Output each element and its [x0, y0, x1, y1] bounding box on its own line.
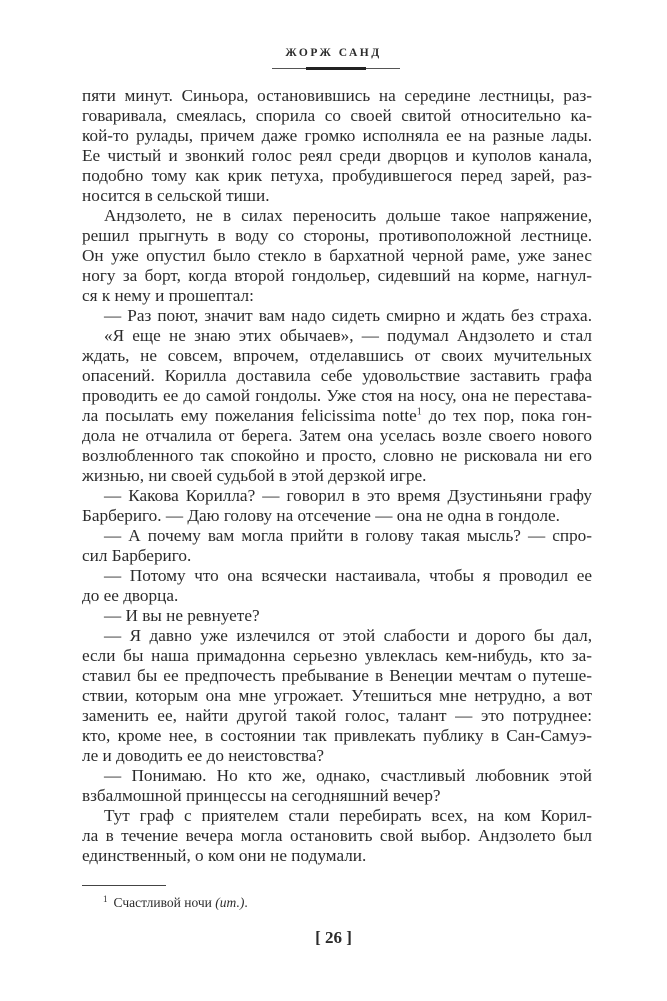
text-line	[82, 486, 592, 506]
text-line	[82, 606, 592, 626]
text-line-content: опасений. Корилла доставила себе удовольствие заставить графа	[82, 366, 592, 385]
text-line-content: взбалмошной принцессы на сегодняшний вечер?	[82, 786, 441, 805]
footnote-marker: 1	[103, 893, 108, 904]
text-line-content: возлюбленного так спокойно и просто, словно не рисковала ни его	[82, 446, 592, 465]
text-line-content: — Потому что она всячески настаивала, чтобы я проводил ее	[104, 566, 592, 585]
text-line	[82, 386, 592, 406]
text-line	[82, 566, 592, 586]
text-line	[82, 246, 592, 266]
text-line-content: «Я еще не знаю этих обычаев», — подумал Андзолето и стал	[104, 326, 592, 345]
text-line	[82, 406, 592, 426]
footnote-end: .	[244, 895, 248, 910]
text-line-content: дола не отчалила от берега. Затем она уселась возле своего нового	[82, 426, 592, 445]
text-line-content: единственный, о ком они не подумали.	[82, 846, 367, 865]
text-line	[82, 366, 592, 386]
text-line	[82, 446, 592, 466]
text-line	[82, 106, 592, 126]
text-line-content: ся к нему и прошептал:	[82, 286, 254, 305]
text-line-content: Барбериго. — Даю голову на отсечение — она не одна в гондоле.	[82, 506, 560, 525]
text-line	[82, 766, 592, 786]
text-line-content: пяти минут. Синьора, остановившись на середине лестницы, раз-	[82, 86, 592, 105]
text-line	[82, 286, 592, 306]
text-line-content: ствии, которым она мне угрожает. Утешиться мне нетрудно, а вот	[82, 686, 592, 705]
text-line-content: заменить ее, найти другой такой голос, талант — это потруднее:	[82, 706, 592, 725]
text-line	[82, 786, 592, 806]
text-line-content: Ее чистый и звонкий голос реял среди дворцов и куполов канала,	[82, 146, 592, 165]
text-line	[82, 726, 592, 746]
text-line	[82, 806, 592, 826]
running-head: ЖОРЖ САНД	[285, 47, 382, 59]
text-line	[82, 206, 592, 226]
page-number: [ 26 ]	[315, 928, 352, 947]
text-line-content: — Раз поют, значит вам надо сидеть смирно и ждать без страха.	[104, 306, 592, 325]
text-line-content: если бы наша примадонна серьезно увлеклась кем-нибудь, кто за-	[82, 646, 592, 665]
text-line	[82, 586, 592, 606]
text-line-content: ставил бы ее предпочесть пребывание в Венеции мечтам о путеше-	[82, 666, 592, 685]
text-line	[82, 646, 592, 666]
text-line-content: сил Барбериго.	[82, 546, 192, 565]
footnote-reference[interactable]: 1	[416, 406, 422, 418]
text-line	[82, 686, 592, 706]
text-line-content: — Какова Корилла? — говорил в это время Дзустиньяни графу	[104, 486, 592, 505]
text-line-content: — Я давно уже излечился от этой слабости и дорого бы дал,	[104, 626, 592, 645]
text-line	[82, 846, 592, 866]
text-line-content: говаривала, смеялась, спорила со своей свитой относительно ка-	[82, 106, 592, 125]
text-line	[82, 706, 592, 726]
text-line-content: Тут граф с приятелем стали перебирать всех, на ком Корил-	[104, 806, 592, 825]
text-line	[82, 466, 592, 486]
text-line-content: проводить ее до самой гондолы. Уже стоя на носу, она не перестава-	[82, 386, 592, 405]
text-line-content: — Понимаю. Но кто же, однако, счастливый любовник этой	[104, 766, 592, 785]
text-line	[82, 266, 592, 286]
footnote-italic: (ит.)	[215, 895, 245, 910]
header-rule	[272, 68, 400, 69]
text-line	[82, 426, 592, 446]
text-line	[82, 226, 592, 246]
text-line-content: кто, кроме нее, в состоянии так привлекать публику в Сан-Самуэ-	[82, 726, 592, 745]
text-line-content: ла в течение вечера могла остановить свой выбор. Андзолето был	[82, 826, 592, 845]
text-line-content: ногу за борт, когда второй гондольер, сидевший на корме, нагнул-	[82, 266, 592, 285]
text-line-content: ждать, не совсем, впрочем, отделавшись от своих мучительных	[82, 346, 592, 365]
text-line	[82, 546, 592, 566]
text-line-content: ле и доводить ее до неистовства?	[82, 746, 325, 765]
text-line	[82, 146, 592, 166]
text-line-content: — А почему вам могла прийти в голову такая мысль? — спро-	[104, 526, 592, 545]
text-line	[82, 166, 592, 186]
text-line-content: подобно тому как крик петуха, пробудившегося перед зарей, раз-	[82, 166, 592, 185]
text-line-content: Он уже опустил было стекло в бархатной черной раме, уже занес	[82, 246, 592, 265]
text-line	[82, 666, 592, 686]
text-line-content: ла посылать ему пожелания felicissima notte	[82, 406, 417, 425]
text-line	[82, 346, 592, 366]
footnote	[103, 895, 248, 911]
text-line	[82, 86, 592, 106]
text-line-content: Андзолето, не в силах переносить дольше такое напряжение,	[104, 206, 592, 225]
text-line	[82, 626, 592, 646]
text-line-content: носится в сельской тиши.	[82, 186, 270, 205]
footnote-text: Счастливой ночи	[113, 895, 216, 910]
text-line-content: кой-то рулады, причем даже громко исполняла ее на разные лады.	[82, 126, 592, 145]
text-line-content: до тех пор, пока гон-	[421, 406, 592, 425]
body-text	[82, 86, 592, 866]
text-line	[82, 186, 592, 206]
text-line	[82, 526, 592, 546]
text-line	[82, 506, 592, 526]
text-line-content: до ее дворца.	[82, 586, 179, 605]
text-line-content: жизнью, ни своей судьбой в этой дерзкой игре.	[82, 466, 427, 485]
text-line	[82, 306, 592, 326]
text-line	[82, 326, 592, 346]
text-line	[82, 746, 592, 766]
text-line	[82, 826, 592, 846]
footnote-rule	[82, 885, 166, 886]
text-line-content: решил прыгнуть в воду со стороны, противоположной лестнице.	[82, 226, 592, 245]
text-line	[82, 126, 592, 146]
text-line-content: — И вы не ревнуете?	[104, 606, 260, 625]
